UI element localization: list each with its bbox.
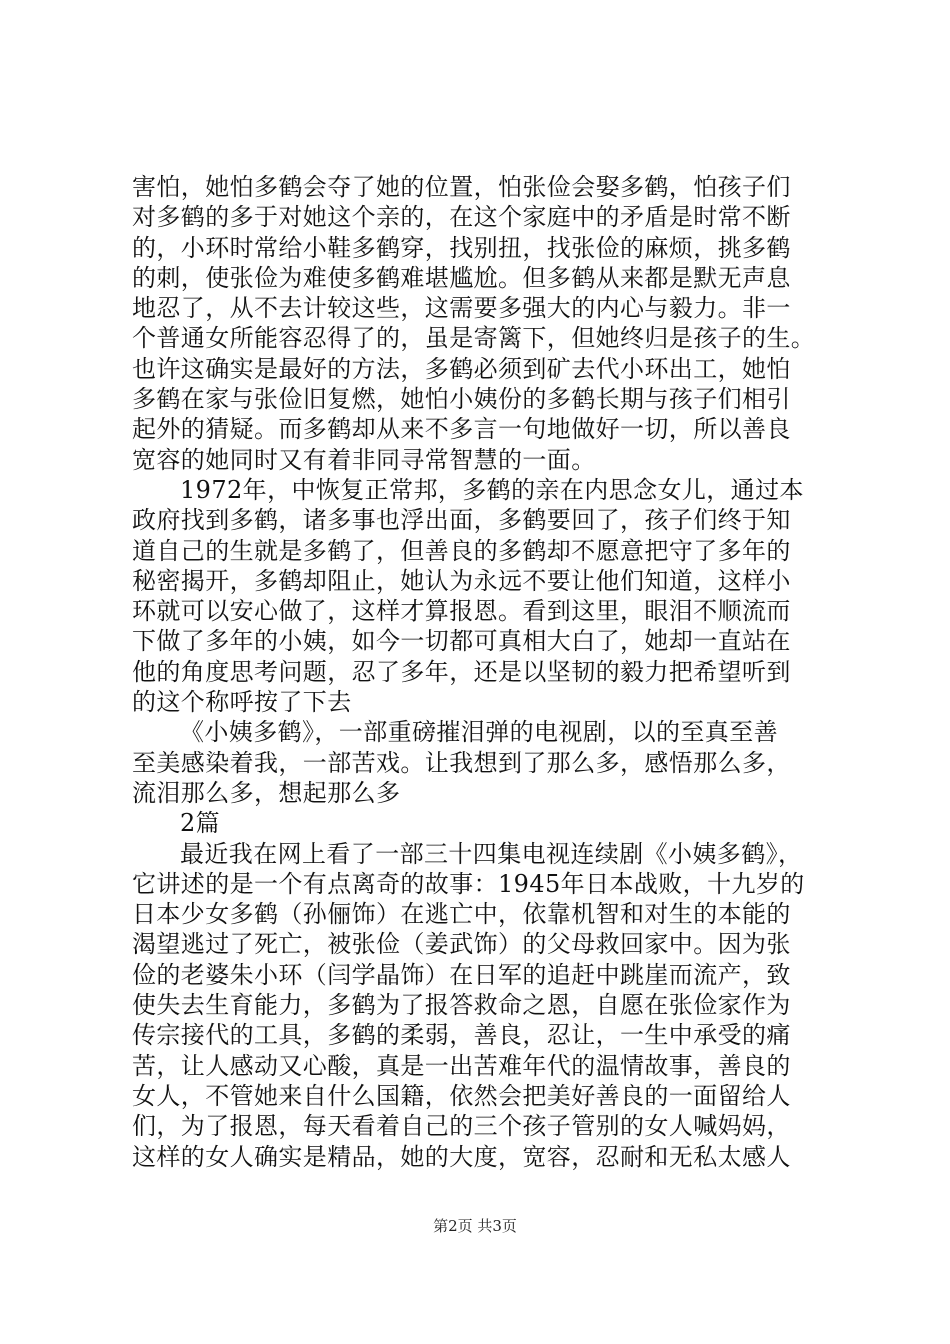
text-line: 宽容的她同时又有着非同寻常智慧的一面。 bbox=[132, 445, 596, 474]
text-line: 苦，让人感动又心酸，真是一出苦难年代的温情故事，善良的 bbox=[132, 1051, 791, 1080]
text-line: 起外的猜疑。而多鹤却从来不多言一句地做好一切，所以善良 bbox=[132, 415, 791, 444]
text-line: 最近我在网上看了一部三十四集电视连续剧《小姨多鹤》， bbox=[180, 839, 803, 868]
text-line: 对多鹤的多于对她这个亲的，在这个家庭中的矛盾是时常不断 bbox=[132, 203, 791, 232]
text-line: 至美感染着我，一部苦戏。让我想到了那么多，感悟那么多， bbox=[132, 748, 791, 777]
text-line: 秘密揭开，多鹤却阻止，她认为永远不要让他们知道，这样小 bbox=[132, 566, 791, 595]
text-line: 们，为了报恩，每天看着自己的三个孩子管别的女人喊妈妈， bbox=[132, 1112, 791, 1141]
text-line: 的刺，使张俭为难使多鹤难堪尴尬。但多鹤从来都是默无声息 bbox=[132, 263, 791, 292]
document-body bbox=[132, 172, 832, 1172]
text-line: 传宗接代的工具，多鹤的柔弱，善良，忍让，一生中承受的痛 bbox=[132, 1021, 791, 1050]
text-line: 道自己的生就是多鹤了，但善良的多鹤却不愿意把守了多年的 bbox=[132, 536, 791, 565]
text-line: 使失去生育能力，多鹤为了报答救命之恩，自愿在张俭家作为 bbox=[132, 991, 791, 1020]
text-line: 下做了多年的小姨，如今一切都可真相大白了，她却一直站在 bbox=[132, 627, 791, 656]
text-line: 流泪那么多，想起那么多 bbox=[132, 778, 401, 807]
text-line: 他的角度思考问题，忍了多年，还是以坚韧的毅力把希望听到 bbox=[132, 657, 791, 686]
text-line: 地忍了，从不去计较这些，这需要多强大的内心与毅力。非一 bbox=[132, 294, 791, 323]
text-line: 的，小环时常给小鞋多鹤穿，找别扭，找张俭的麻烦，挑多鹤 bbox=[132, 233, 791, 262]
text-line: 俭的老婆朱小环（闫学晶饰）在日军的追赶中跳崖而流产，致 bbox=[132, 960, 791, 989]
text-line: 它讲述的是一个有点离奇的故事：1945年日本战败，十九岁的 bbox=[132, 869, 805, 898]
text-line: 这样的女人确实是精品，她的大度，宽容，忍耐和无私太感人 bbox=[132, 1142, 791, 1171]
text-line: 2篇 bbox=[180, 809, 221, 838]
text-line: 害怕，她怕多鹤会夺了她的位置，怕张俭会娶多鹤，怕孩子们 bbox=[132, 173, 791, 201]
text-line: 的这个称呼按了下去 bbox=[132, 688, 352, 717]
text-line: 渴望逃过了死亡，被张俭（姜武饰）的父母救回家中。因为张 bbox=[132, 930, 791, 959]
text-line: 也许这确实是最好的方法，多鹤必须到矿去代小环出工，她怕 bbox=[132, 354, 791, 383]
text-line: 多鹤在家与张俭旧复燃，她怕小姨份的多鹤长期与孩子们相引 bbox=[132, 385, 791, 414]
text-line: 女人，不管她来自什么国籍，依然会把美好善良的一面留给人 bbox=[132, 1081, 791, 1110]
text-line: 环就可以安心做了，这样才算报恩。看到这里，眼泪不顺流而 bbox=[132, 597, 791, 626]
text-line: 1972年，中恢复正常邦，多鹤的亲在内思念女儿，通过本 bbox=[180, 475, 804, 504]
text-line: 政府找到多鹤，诸多事也浮出面，多鹤要回了，孩子们终于知 bbox=[132, 506, 791, 535]
text-line: 日本少女多鹤（孙俪饰）在逃亡中，依靠机智和对生的本能的 bbox=[132, 900, 791, 929]
page-number-footer: 第2页 共3页 bbox=[433, 1217, 517, 1235]
text-line: 个普通女所能容忍得了的，虽是寄篱下，但她终归是孩子的生。 bbox=[132, 324, 816, 353]
text-line: 《小姨多鹤》，一部重磅摧泪弹的电视剧，以的至真至善 bbox=[180, 718, 778, 747]
